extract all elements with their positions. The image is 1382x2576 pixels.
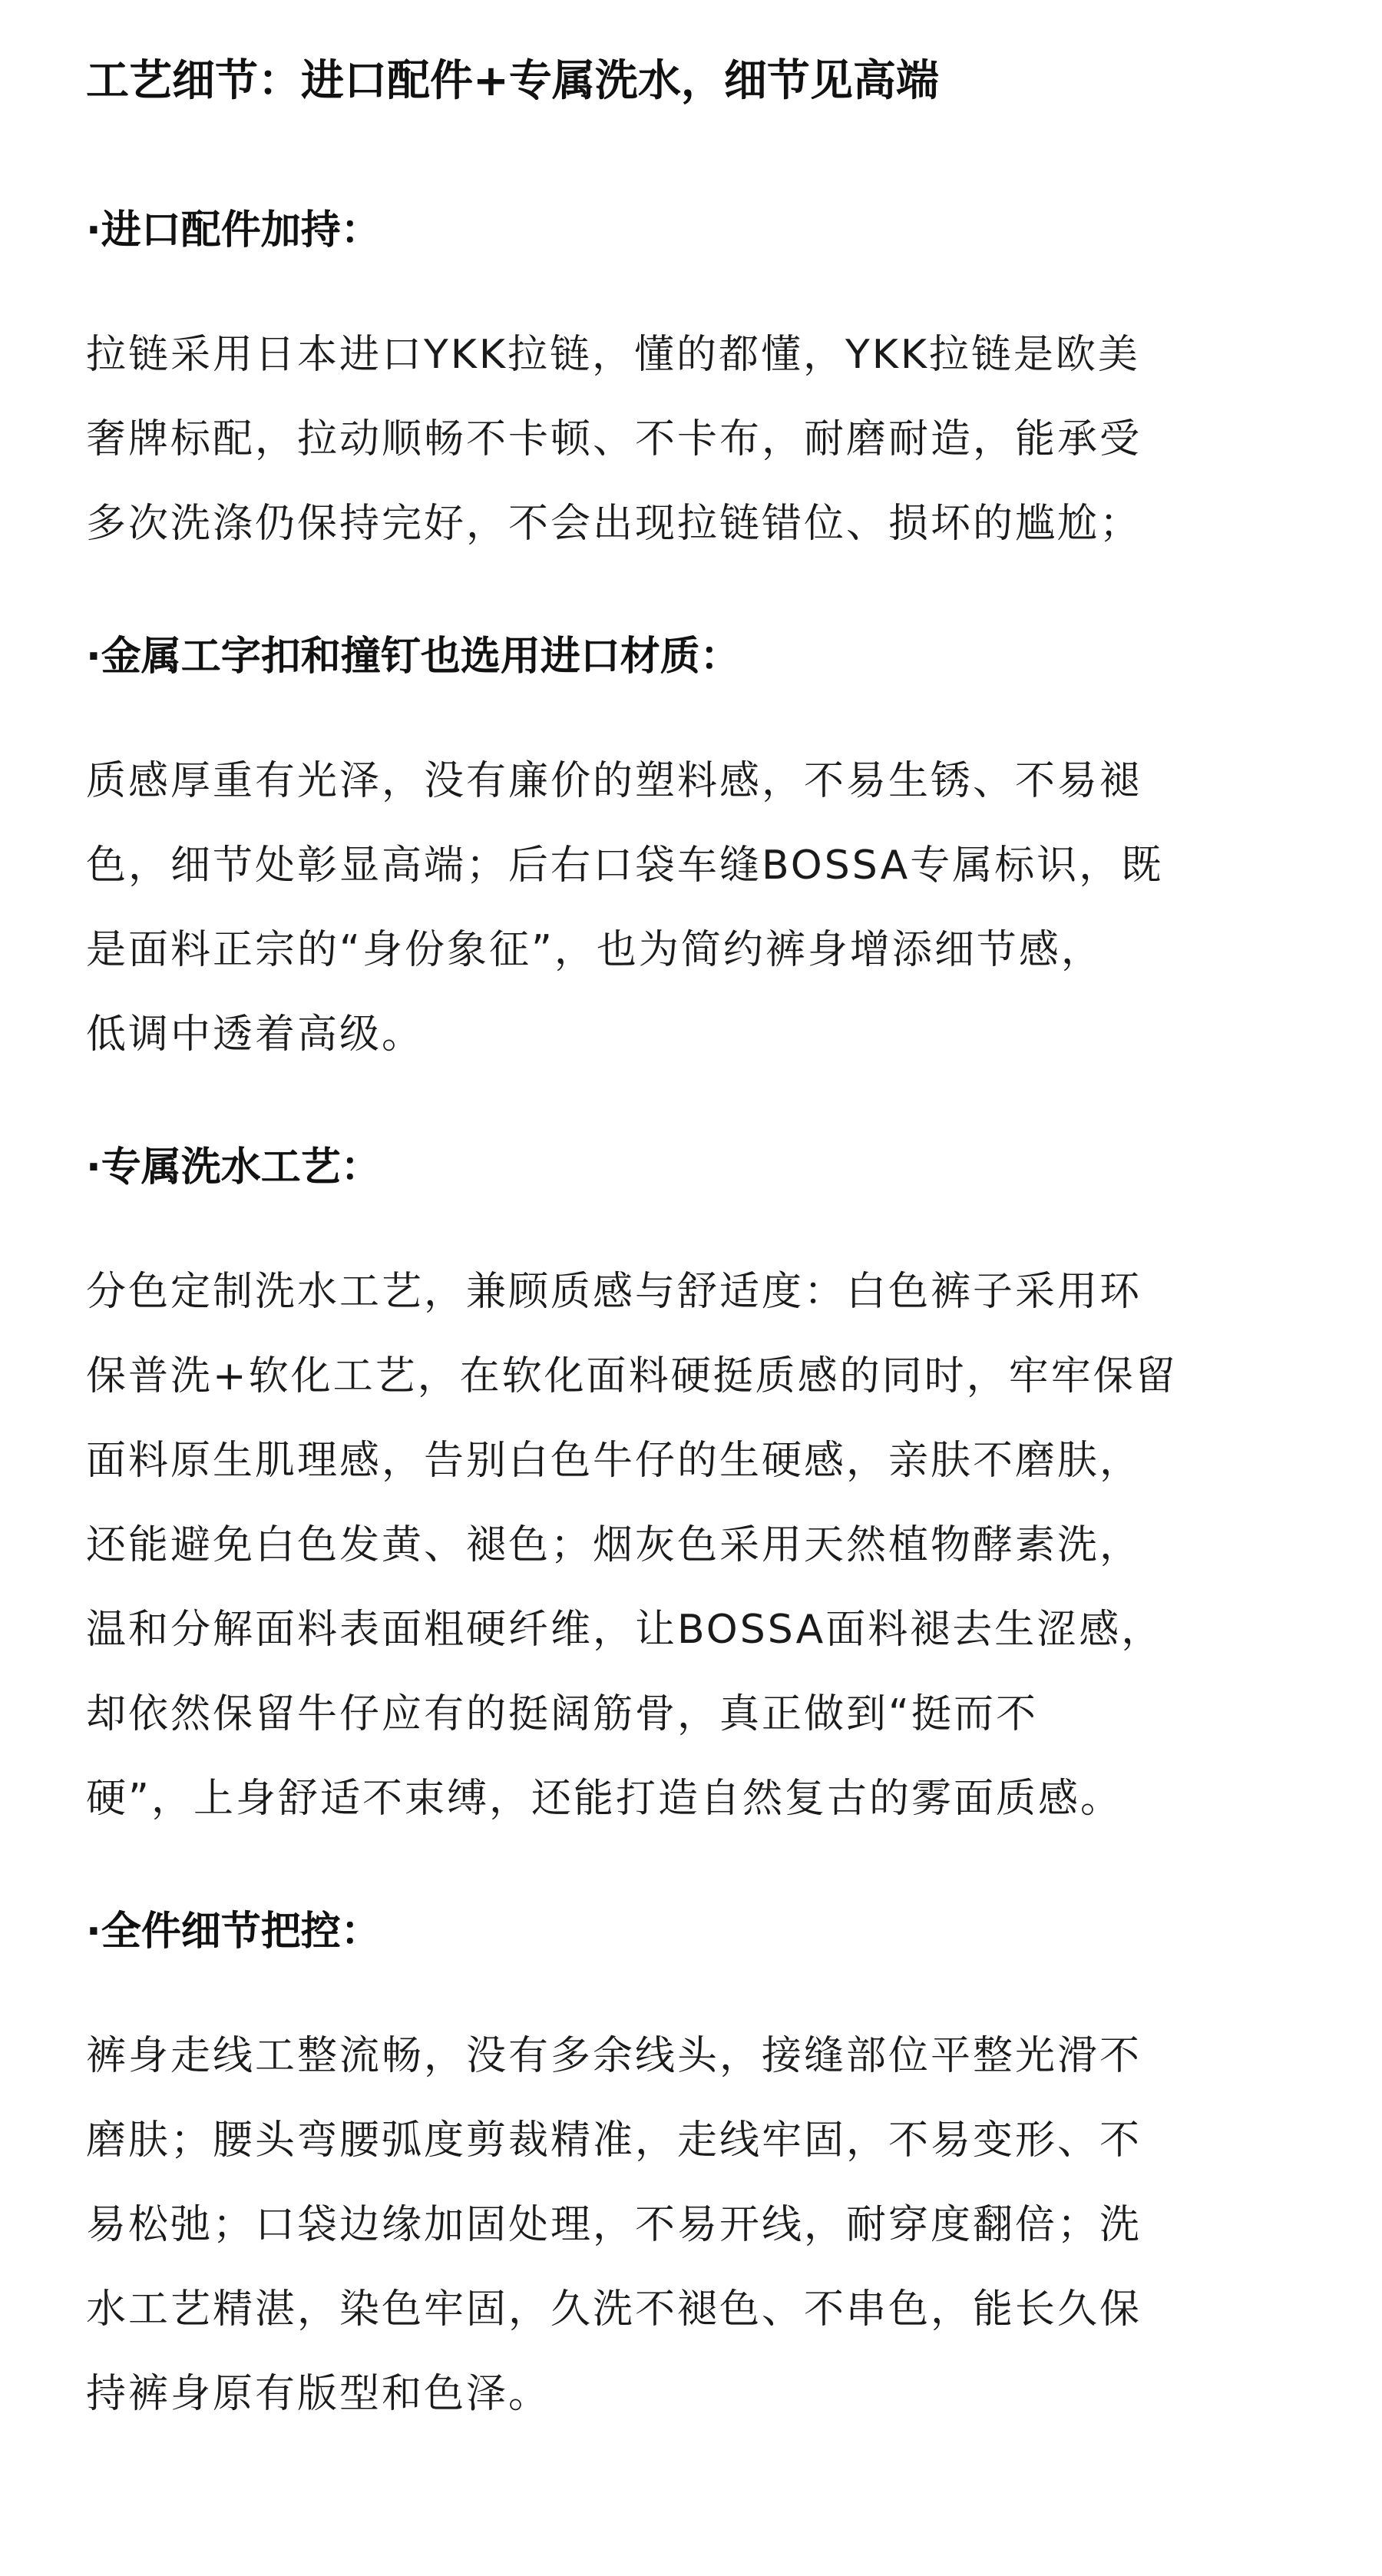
paragraph-line: 温和分解面料表面粗硬纤维，让BOSSA面料褪去生涩感， [86,1607,1164,1653]
paragraph-line: 保普洗+软化工艺，在软化面料硬挺质感的同时，牢牢保留 [86,1353,1178,1399]
paragraph-line: 低调中透着高级。 [86,1012,425,1058]
page-title: 工艺细节：进口配件+专属洗水，细节见高端 [86,56,939,106]
paragraph-line: 易松弛；口袋边缘加固处理，不易开线，耐穿度翻倍；洗 [86,2202,1142,2248]
section-body-washing-process [86,1250,1178,1841]
paragraph-line: 分色定制洗水工艺，兼顾质感与舒适度：白色裤子采用环 [86,1269,1142,1315]
paragraph-line: 色，细节处彰显高端；后右口袋车缝BOSSA专属标识，既 [86,843,1164,889]
section-body-detail-control [86,2014,1142,2436]
section-heading-washing-process: ·专属洗水工艺： [86,1144,381,1190]
paragraph-line: 硬”，上身舒适不束缚，还能打造自然复古的雾面质感。 [86,1776,1122,1822]
section-heading-detail-control: ·全件细节把控： [86,1909,381,1955]
section-body-imported-accessories [86,313,1142,566]
paragraph-line: 裤身走线工整流畅，没有多余线头，接缝部位平整光滑不 [86,2033,1142,2079]
paragraph-line: 多次洗涤仍保持完好，不会出现拉链错位、损坏的尴尬； [86,501,1142,547]
paragraph-line: 水工艺精湛，染色牢固，久洗不褪色、不串色，能长久保 [86,2286,1142,2333]
paragraph-line: 面料原生肌理感，告别白色牛仔的生硬感，亲肤不磨肤， [86,1438,1142,1484]
paragraph-line: 是面料正宗的“身份象征”，也为简约裤身增添细节感， [86,927,1103,973]
paragraph-line: 磨肤；腰头弯腰弧度剪裁精准，走线牢固，不易变形、不 [86,2117,1142,2164]
paragraph-line: 奢牌标配，拉动顺畅不卡顿、不卡布，耐磨耐造，能承受 [86,416,1142,462]
paragraph-line: 质感厚重有光泽，没有廉价的塑料感，不易生锈、不易褪 [86,758,1142,804]
section-heading-imported-accessories: ·进口配件加持： [86,207,381,253]
paragraph-line: 还能避免白色发黄、褪色；烟灰色采用天然植物酵素洗， [86,1522,1142,1568]
section-body-metal-buttons [86,739,1163,1077]
paragraph-line: 持裤身原有版型和色泽。 [86,2371,551,2417]
section-heading-metal-buttons: ·金属工字扣和撞钉也选用进口材质： [86,634,740,680]
paragraph-line: 却依然保留牛仔应有的挺阔筋骨，真正做到“挺而不 [86,1691,1038,1737]
paragraph-line: 拉链采用日本进口YKK拉链，懂的都懂，YKK拉链是欧美 [86,332,1140,378]
